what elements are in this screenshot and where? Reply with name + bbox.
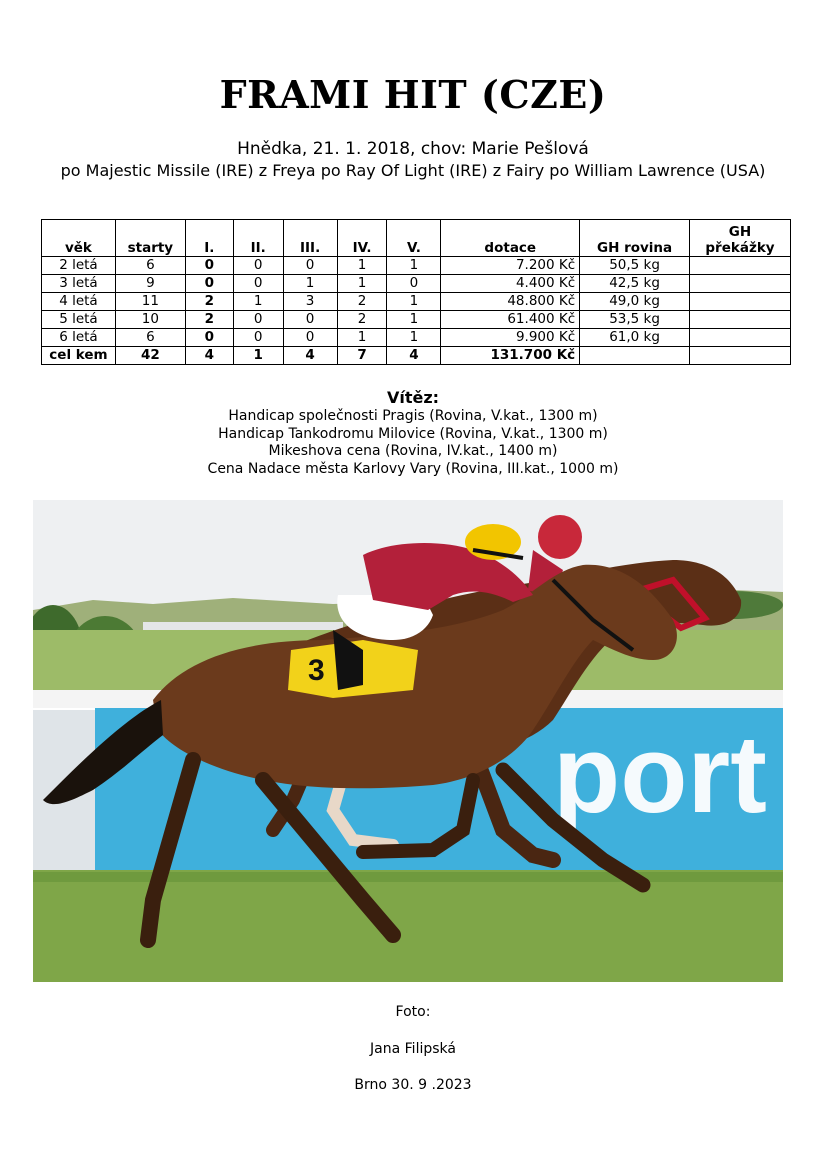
cell-fifth: 0 — [387, 275, 441, 293]
cell-second: 0 — [233, 257, 283, 275]
col-header: IV. — [337, 220, 387, 257]
cell-total-second: 1 — [233, 347, 283, 365]
cell-gh-flat: 49,0 kg — [580, 293, 690, 311]
cell-total-third: 4 — [283, 347, 337, 365]
cell-fourth: 1 — [337, 275, 387, 293]
cell-prize-money: 61.400 Kč — [441, 311, 580, 329]
cell-fourth: 2 — [337, 293, 387, 311]
wins-list — [0, 408, 826, 478]
cell-second: 0 — [233, 329, 283, 347]
pedigree-line: po Majestic Missile (IRE) z Freya po Ray Of Light (IRE) z Fairy po William Lawrence (USA) — [60, 161, 766, 180]
cell-wins: 2 — [185, 311, 233, 329]
race-photo — [33, 500, 783, 982]
cell-second: 0 — [233, 275, 283, 293]
cell-total-starts: 42 — [115, 347, 185, 365]
winner-heading: Vítěz: — [386, 388, 440, 407]
cell-total-fifth: 4 — [387, 347, 441, 365]
cell-wins: 0 — [185, 257, 233, 275]
col-header: III. — [283, 220, 337, 257]
cell-third: 0 — [283, 311, 337, 329]
race-photo-illustration — [33, 500, 783, 982]
cell-total-prize-money: 131.700 Kč — [441, 347, 580, 365]
cell-third: 1 — [283, 275, 337, 293]
banner-text: port — [553, 713, 767, 836]
table-total-row — [42, 347, 791, 365]
col-header: V. — [387, 220, 441, 257]
cell-gh-flat: 42,5 kg — [580, 275, 690, 293]
cell-starts: 9 — [115, 275, 185, 293]
cell-total-gh-jumps — [689, 347, 790, 365]
cell-wins: 0 — [185, 329, 233, 347]
win-item: Handicap Tankodromu Milovice (Rovina, V.kat., 1300 m) — [218, 425, 608, 442]
photographer-name: Jana Filipská — [370, 1041, 456, 1057]
cell-fifth: 1 — [387, 257, 441, 275]
cell-total-label: cel kem — [42, 347, 116, 365]
cell-fifth: 1 — [387, 329, 441, 347]
cell-starts: 11 — [115, 293, 185, 311]
cell-gh-flat: 50,5 kg — [580, 257, 690, 275]
cell-prize-money: 7.200 Kč — [441, 257, 580, 275]
cell-second: 1 — [233, 293, 283, 311]
col-header: II. — [233, 220, 283, 257]
table-row — [42, 329, 791, 347]
win-item: Cena Nadace města Karlovy Vary (Rovina, III.kat., 1000 m) — [207, 460, 619, 477]
cell-age: 5 letá — [42, 311, 116, 329]
cell-fifth: 1 — [387, 293, 441, 311]
col-header: GH rovina — [580, 220, 690, 257]
cell-starts: 6 — [115, 257, 185, 275]
photo-credit-label: Foto: — [395, 1004, 431, 1020]
place-and-date: Brno 30. 9 .2023 — [354, 1077, 472, 1093]
win-item: Mikeshova cena (Rovina, IV.kat., 1400 m) — [268, 443, 558, 459]
cell-fourth: 1 — [337, 257, 387, 275]
cell-gh-jumps — [689, 275, 790, 293]
col-header: GH překážky — [689, 220, 790, 257]
cell-fourth: 1 — [337, 329, 387, 347]
cell-age: 4 letá — [42, 293, 116, 311]
cell-starts: 6 — [115, 329, 185, 347]
race-record-table — [41, 219, 791, 365]
table-header-row — [42, 220, 791, 257]
cell-fifth: 1 — [387, 311, 441, 329]
cell-prize-money: 48.800 Kč — [441, 293, 580, 311]
horse-name-title: FRAMI HIT (CZE) — [219, 72, 607, 117]
table-row — [42, 257, 791, 275]
horse-details: Hnědka, 21. 1. 2018, chov: Marie Pešlová — [237, 139, 589, 159]
cell-age: 3 letá — [42, 275, 116, 293]
cell-total-wins: 4 — [185, 347, 233, 365]
cell-wins: 2 — [185, 293, 233, 311]
cell-gh-flat: 53,5 kg — [580, 311, 690, 329]
grass-shade — [33, 872, 783, 882]
cell-third: 3 — [283, 293, 337, 311]
cell-gh-jumps — [689, 311, 790, 329]
col-header: I. — [185, 220, 233, 257]
cell-age: 2 letá — [42, 257, 116, 275]
cell-prize-money: 9.900 Kč — [441, 329, 580, 347]
cell-gh-flat: 61,0 kg — [580, 329, 690, 347]
second-jockey-cap — [538, 515, 582, 559]
cell-third: 0 — [283, 329, 337, 347]
table-row — [42, 293, 791, 311]
table-row — [42, 311, 791, 329]
table-row — [42, 275, 791, 293]
cell-total-fourth: 7 — [337, 347, 387, 365]
cell-second: 0 — [233, 311, 283, 329]
cell-wins: 0 — [185, 275, 233, 293]
cell-gh-jumps — [689, 329, 790, 347]
cell-fourth: 2 — [337, 311, 387, 329]
cell-total-gh-flat — [580, 347, 690, 365]
cell-gh-jumps — [689, 257, 790, 275]
cell-third: 0 — [283, 257, 337, 275]
col-header: starty — [115, 220, 185, 257]
win-item: Handicap společnosti Pragis (Rovina, V.kat., 1300 m) — [228, 408, 598, 424]
col-header: věk — [42, 220, 116, 257]
cell-gh-jumps — [689, 293, 790, 311]
cell-starts: 10 — [115, 311, 185, 329]
cell-prize-money: 4.400 Kč — [441, 275, 580, 293]
col-header: dotace — [441, 220, 580, 257]
saddlecloth-number: 3 — [308, 654, 325, 687]
cell-age: 6 letá — [42, 329, 116, 347]
